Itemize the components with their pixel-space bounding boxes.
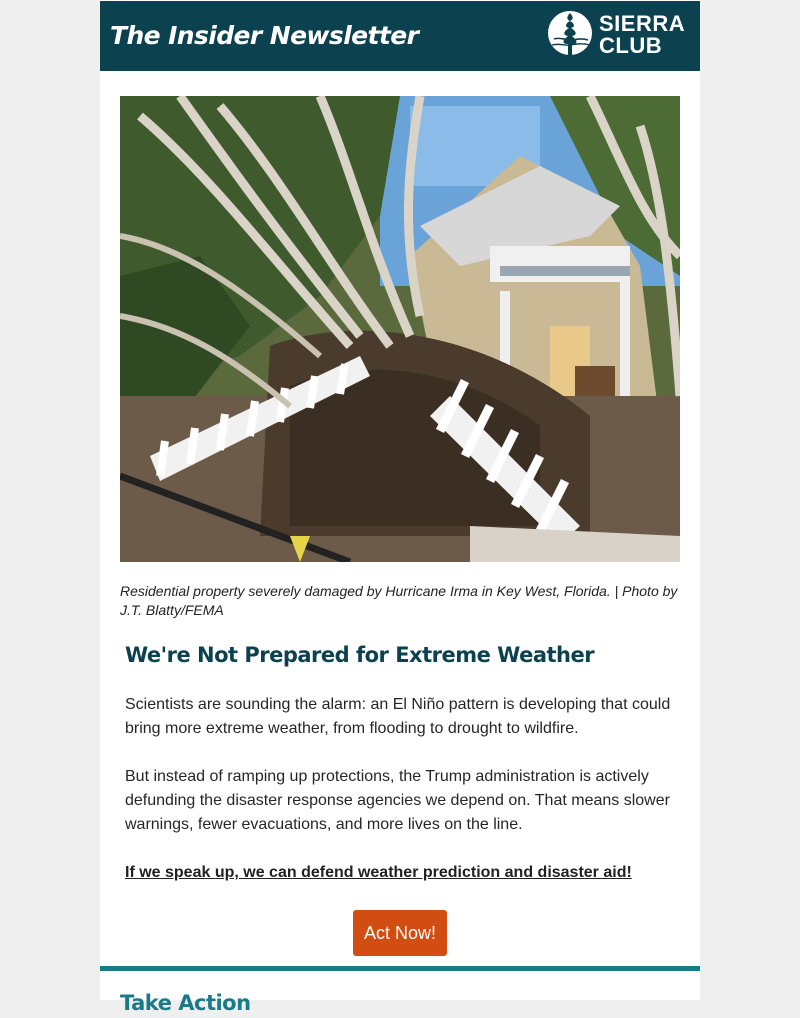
section-divider bbox=[100, 966, 700, 971]
article-headline: We're Not Prepared for Extreme Weather bbox=[125, 643, 595, 667]
article-paragraph-2: But instead of ramping up protections, the Trump administration is actively defunding the disaster response agencies we depend on. That means slower warnings, fewer evacuations, and more lives on the line. bbox=[125, 768, 670, 833]
logo-wordmark bbox=[599, 13, 685, 57]
hurricane-damage-photo[interactable] bbox=[120, 96, 680, 562]
logo-line-club: CLUB bbox=[599, 33, 663, 58]
sierra-club-logo[interactable] bbox=[546, 9, 686, 61]
act-now-button[interactable]: Act Now! bbox=[353, 910, 447, 956]
newsletter-page bbox=[100, 0, 700, 1015]
photo-caption: Residential property severely damaged by Hurricane Irma in Key West, Florida. | Photo by J.T. Blatty/FEMA bbox=[120, 583, 678, 618]
article-paragraph-1: Scientists are sounding the alarm: an El Niño pattern is developing that could bring more extreme weather, from flooding to drought to wildfire. bbox=[125, 696, 671, 737]
newsletter-header bbox=[100, 1, 700, 71]
logo-line-sierra: SIERRA bbox=[599, 11, 686, 36]
tree-logo-icon bbox=[546, 9, 598, 61]
take-action-heading: Take Action bbox=[120, 991, 251, 1015]
defend-weather-aid-link[interactable]: If we speak up, we can defend weather prediction and disaster aid! bbox=[125, 864, 632, 881]
newsletter-title: The Insider Newsletter bbox=[110, 21, 419, 50]
